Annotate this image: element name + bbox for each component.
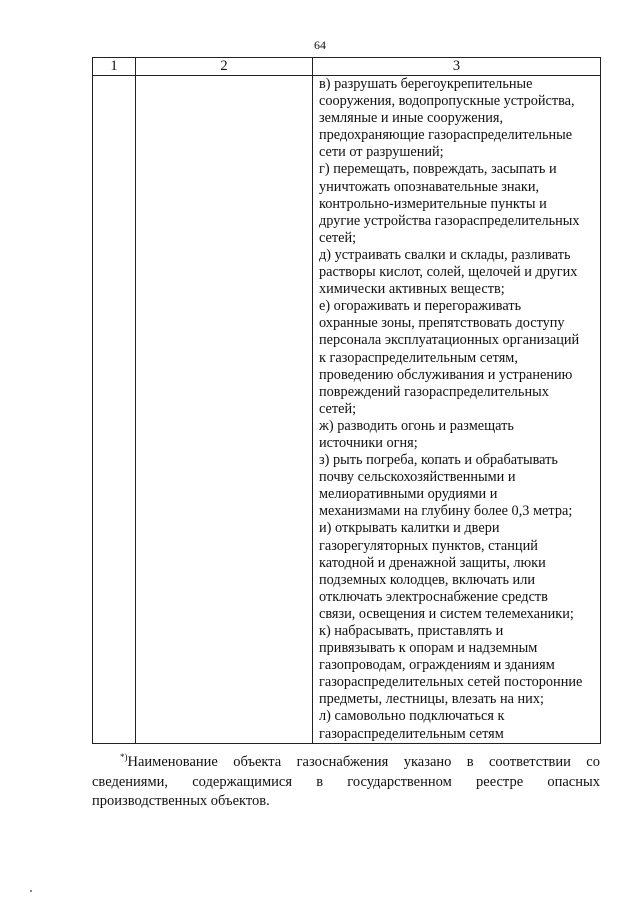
list-item: катодной и дренажной защиты, люки xyxy=(319,554,546,571)
list-item: почву сельскохозяйственными и xyxy=(319,469,516,486)
table-cell-col2 xyxy=(136,76,313,744)
table-cell-col1 xyxy=(93,76,136,744)
list-item: сетей; xyxy=(319,400,357,417)
list-item: источники огня; xyxy=(319,434,418,451)
list-item: контрольно-измерительные пункты и xyxy=(319,195,547,212)
table-header-row xyxy=(93,58,601,76)
list-item: з) рыть погреба, копать и обрабатывать xyxy=(319,452,558,469)
list-item: отключать электроснабжение средств xyxy=(319,588,548,605)
list-item: газораспределительным сетям xyxy=(319,725,504,742)
list-item: д) устраивать свалки и склады, разливать xyxy=(319,246,571,263)
list-item: подземных колодцев, включать или xyxy=(319,571,535,588)
list-item: земляные и иные сооружения, xyxy=(319,110,504,127)
table-row xyxy=(93,76,601,744)
list-item: сетей; xyxy=(319,229,357,246)
list-item: е) огораживать и перегораживать xyxy=(319,298,522,315)
list-item: л) самовольно подключаться к xyxy=(319,708,505,725)
list-item: охранные зоны, препятствовать доступу xyxy=(319,315,565,332)
footnote xyxy=(92,748,600,812)
list-item: газорегуляторных пунктов, станций xyxy=(319,537,538,554)
list-item: уничтожать опознавательные знаки, xyxy=(319,178,540,195)
list-item: предметы, лестницы, влезать на них; xyxy=(319,691,544,708)
list-item: и) открывать калитки и двери xyxy=(319,520,500,537)
list-item: механизмами на глубину более 0,3 метра; xyxy=(319,503,573,520)
footnote-mark: *) xyxy=(120,752,128,762)
footnote-text: Наименование объекта газоснабжения указано в соответствии со сведениями, содержащимися в государственном реестре опасных производственных объектов. xyxy=(92,754,600,809)
list-item: газопроводам, ограждениям и зданиям xyxy=(319,657,555,674)
list-item: растворы кислот, солей, щелочей и других xyxy=(319,264,578,281)
list-item: сети от разрушений; xyxy=(319,144,444,161)
list-item: связи, освещения и систем телемеханики; xyxy=(319,605,574,622)
column-header-1: 1 xyxy=(93,58,136,76)
list-item: г) перемещать, повреждать, засыпать и xyxy=(319,161,557,178)
list-item: газораспределительных сетей посторонние xyxy=(319,674,583,691)
list-item: персонала эксплуатационных организаций xyxy=(319,332,580,349)
list-item: мелиоративными орудиями и xyxy=(319,486,498,503)
list-item: к газораспределительным сетям, xyxy=(319,349,518,366)
list-item: ж) разводить огонь и размещать xyxy=(319,417,514,434)
column-header-2: 2 xyxy=(136,58,313,76)
scan-dot xyxy=(30,890,32,892)
requirements-table xyxy=(92,57,601,744)
list-item: предохраняющие газораспределительные xyxy=(319,127,573,144)
list-item: сооружения, водопропускные устройства, xyxy=(319,93,575,110)
list-item: другие устройства газораспределительных xyxy=(319,212,580,229)
list-item: повреждений газораспределительных xyxy=(319,383,549,400)
list-item: проведению обслуживания и устранению xyxy=(319,366,573,383)
list-item: к) набрасывать, приставлять и xyxy=(319,623,504,639)
list-item: привязывать к опорам и надземным xyxy=(319,640,538,657)
column-header-3: 3 xyxy=(313,58,601,76)
list-item: химически активных веществ; xyxy=(319,281,505,298)
page-number: 64 xyxy=(314,38,326,52)
list-item: в) разрушать берегоукрепительные xyxy=(319,76,533,92)
table-cell-col3 xyxy=(313,76,601,744)
